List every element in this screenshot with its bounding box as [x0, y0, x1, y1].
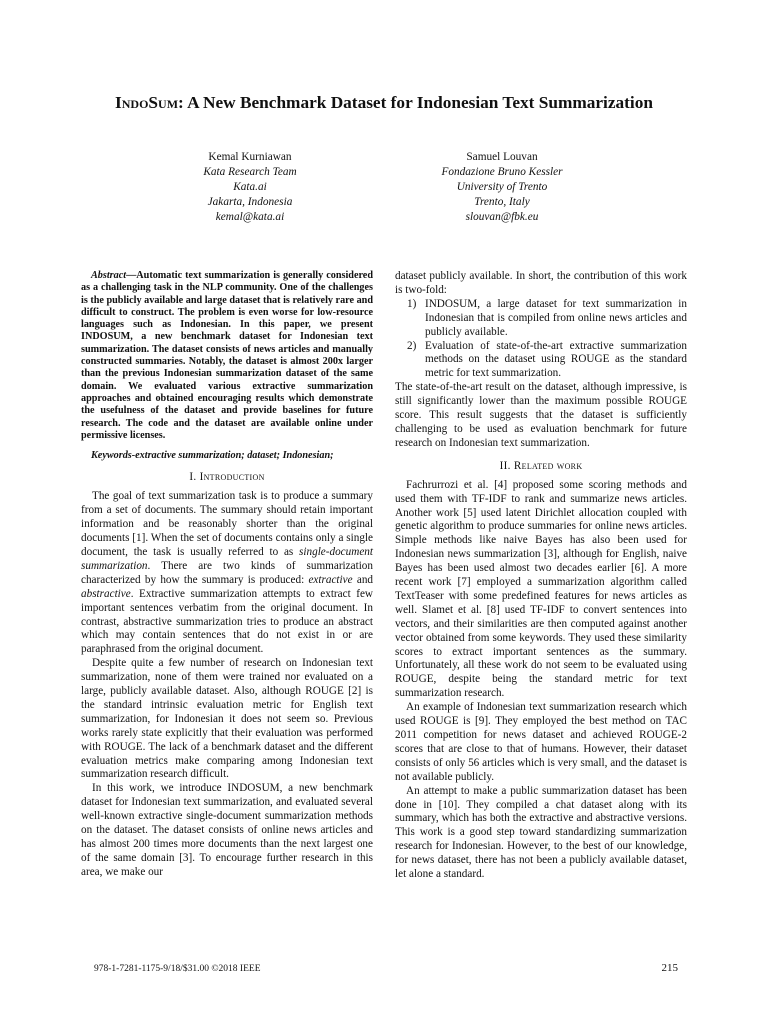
- author-affiliation: University of Trento: [456, 181, 548, 193]
- section-heading-related-work: II. Related work: [499, 459, 583, 472]
- author-block-1: [130, 150, 370, 225]
- intro-paragraph-continued: dataset publicly available. In short, the contribution of this work is two-fold:: [395, 270, 687, 296]
- keywords: Keywords-extractive summarization; dataset; Indonesian;: [91, 450, 334, 462]
- abstract-text: —Automatic text summarization is generally considered as a challenging task in the NLP community. One of the challenges is the publicly available and large dataset that is relatively rare and difficult to construct. The problem is even worse for low-resource languages such as Indonesian. In this paper, we present INDOSUM, a new benchmark dataset for Indonesian text summarization. The dataset consists of news articles and manually constructed summaries. Notably, the dataset is almost 200x larger than the previous Indonesian summarization dataset of the same domain. We evaluated various extractive summarization approaches and obtained encouraging results which demonstrate the usefulness of the dataset and provide baselines for future research. The code and the dataset are available online under permissive licenses.: [81, 270, 373, 441]
- intro-paragraph-2: Despite quite a few number of research on Indonesian text summarization, none of them were trained nor evaluated on a large, publicly available dataset. Also, although ROUGE [2] is the standard intrinsic evaluation metric for English text summarization, for Indonesian it does not seem so. Previous works rarely state explicitly that their evaluation was performed with ROUGE. The lack of a benchmark dataset and the different evaluation metrics make comparing among Indonesian text summarization research difficult.: [81, 657, 373, 781]
- related-paragraph-2: An example of Indonesian text summarization research which used ROUGE is [9]. They employed the best method on TAC 2011 competition for news dataset and achieved ROUGE-2 scores that are close to that of humans. However, their dataset consists of only 56 articles which is very small, and the dataset is not available publicly.: [395, 701, 687, 783]
- author-email: slouvan@fbk.eu: [465, 211, 539, 223]
- list-item: 1) INDOSUM, a large dataset for text summarization in Indonesian that is compiled from online news articles and publicly available.: [407, 297, 687, 338]
- copyright-notice: 978-1-7281-1175-9/18/$31.00 ©2018 IEEE: [94, 964, 261, 974]
- abstract-label: Abstract: [91, 270, 127, 281]
- author-location: Trento, Italy: [474, 196, 530, 208]
- contribution-list: [395, 298, 687, 381]
- intro-paragraph-1: The goal of text summarization task is to produce a summary from a set of documents. The summary should retain important information and be reasonably shorter than the original documents [1]. When the set of documents contains only a single document, the task is usually referred to as single-document summarization. There are two kinds of summarization characterized by how the summary is produced: extractive and abstractive. Extractive summarization attempts to extract few important sentences verbatim from the original document. In contrast, abstractive summarization tries to produce an abstract which may contain sentences that do not exist in or are paraphrased from the original document.: [81, 490, 374, 656]
- paper-title: IndoSum: A New Benchmark Dataset for Indonesian Text Summarization: [115, 93, 653, 112]
- section-heading-introduction: I. Introduction: [189, 471, 265, 484]
- related-paragraph-3: An attempt to make a public summarization dataset has been done in [10]. They compiled a chat dataset along with its summary, which has both the extractive and abstractive versions. This work is a good step toward standardizing summarization research for Indonesian. However, to the best of our knowledge, for news dataset, there has not been a publicly available dataset, let alone a standard.: [395, 784, 687, 881]
- abstract: [81, 270, 373, 442]
- intro-paragraph-after-list: The state-of-the-art result on the dataset, although impressive, is still significantly lower than the maximum possible ROUGE score. This result suggests that the dataset is sufficiently challenging to be used as evaluation benchmark for future research on Indonesian text summarization.: [395, 381, 687, 449]
- author-name: Samuel Louvan: [466, 151, 538, 163]
- list-item: 2) Evaluation of state-of-the-art extractive summarization methods on the dataset using ROUGE as the standard metric for text summarization.: [407, 339, 687, 380]
- author-block-2: [382, 150, 622, 225]
- right-column: [395, 270, 687, 882]
- left-column: [81, 270, 373, 880]
- page-number: 215: [661, 962, 678, 974]
- intro-paragraph-3: In this work, we introduce INDOSUM, a new benchmark dataset for Indonesian text summarization, and evaluated several well-known extractive single-document summarization methods on the dataset. The dataset consists of online news articles and has almost 200 times more documents than the next largest one of the same domain [3]. To encourage further research in this area, we make our: [81, 782, 373, 878]
- author-name: Kemal Kurniawan: [208, 151, 292, 163]
- author-affiliation: Kata Research Team: [203, 166, 297, 178]
- title-indosum: IndoSum: [115, 93, 179, 112]
- author-affiliation: Fondazione Bruno Kessler: [441, 166, 563, 178]
- author-location: Jakarta, Indonesia: [207, 196, 293, 208]
- related-paragraph-1: Fachrurrozi et al. [4] proposed some scoring methods and used them with TF-IDF to rank and summarize news articles. Another work [5] used latent Dirichlet allocation coupled with genetic algorithm to produce summaries for online news articles. Simple methods like naive Bayes has also been used for Indonesian news summarization [3], although for English, naive Bayes has been used almost two decades earlier [6]. A more recent work [7] employed a summarization algorithm called TextTeaser with some predefined features for news articles as well. Slamet et al. [8] used TF-IDF to convert sentences into vectors, and their similarities are then computed against another vector obtained from some keywords. They used these similarity scores to extract important sentences as the summary. Unfortunately, all these work do not seem to be evaluated using ROUGE, despite being the standard metric for text summarization research.: [395, 478, 687, 700]
- author-affiliation: Kata.ai: [233, 181, 267, 193]
- author-email: kemal@kata.ai: [215, 211, 285, 223]
